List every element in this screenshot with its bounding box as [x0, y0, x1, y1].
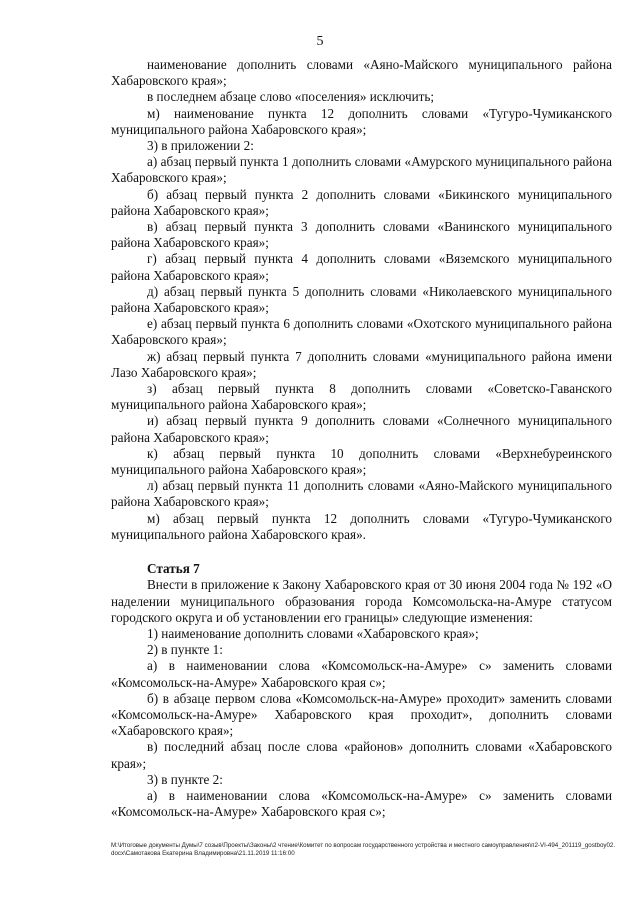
article-heading: Статья 7 — [147, 561, 200, 577]
paragraph: б) абзац первый пункта 2 дополнить словами «Бикинского муниципального района Хабаровского края»; — [111, 186, 612, 218]
file-path-footer: M:\Итоговые документы Думы\7 созыв\Проекты\Законы\2 чтение\Комитет по вопросам государственного устройства и местного самоуправления\п2-VI-494_201119_gostboy02.docx\Самотакова Екатерина Владимировна\21.11.2019 11:16:00 — [111, 842, 616, 857]
paragraph: к) абзац первый пункта 10 дополнить словами «Верхнебуреинского муниципального района Хабаровского края»; — [111, 445, 612, 478]
paragraph: а) абзац первый пункта 1 дополнить словами «Амурского муниципального района Хабаровского края»; — [111, 154, 612, 186]
paragraph: м) абзац первый пункта 12 дополнить словами «Тугуро-Чумиканского муниципального района Хабаровского края». — [111, 510, 612, 542]
paragraph: ж) абзац первый пункта 7 дополнить словами «муниципального района имени Лазо Хабаровского края»; — [111, 348, 612, 380]
article-paragraph: 2) в пункте 1: — [147, 642, 223, 658]
document-body — [111, 57, 612, 820]
article-paragraph: а) в наименовании слова «Комсомольск-на-Амуре» с» заменить словами «Комсомольск-на-Амуре» Хабаровского края с»; — [111, 658, 612, 690]
article-paragraph: 3) в пункте 2: — [147, 771, 223, 787]
paragraph: в последнем абзаце слово «поселения» исключить; — [147, 89, 435, 105]
paragraph: и) абзац первый пункта 9 дополнить словами «Солнечного муниципального района Хабаровского края»; — [111, 413, 612, 445]
article-paragraph: 1) наименование дополнить словами «Хабаровского края»; — [147, 625, 479, 641]
paragraph: м) наименование пункта 12 дополнить словами «Тугуро-Чумиканского муниципального района Хабаровского края»; — [111, 105, 612, 137]
article-paragraph: б) в абзаце первом слова «Комсомольск-на-Амуре» проходит» заменить словами «Комсомольск-на-Амуре» Хабаровского края проходит», дополнить словами «Хабаровского края»; — [111, 690, 612, 739]
paragraph: л) абзац первый пункта 11 дополнить словами «Аяно-Майского муниципального района Хабаровского края»; — [111, 478, 612, 510]
paragraph: е) абзац первый пункта 6 дополнить словами «Охотского муниципального района Хабаровского края»; — [111, 316, 612, 348]
paragraph: в) абзац первый пункта 3 дополнить словами «Ванинского муниципального района Хабаровского края»; — [111, 219, 612, 251]
paragraph: з) абзац первый пункта 8 дополнить словами «Советско-Гаванского муниципального района Хабаровского края»; — [111, 381, 612, 413]
paragraph: наименование дополнить словами «Аяно-Майского муниципального района Хабаровского края»; — [111, 57, 612, 89]
article-paragraph: а) в наименовании слова «Комсомольск-на-Амуре» с» заменить словами «Комсомольск-на-Амуре» Хабаровского края с»; — [111, 787, 612, 820]
paragraph: 3) в приложении 2: — [147, 138, 254, 154]
article-paragraph: в) последний абзац после слова «районов» дополнить словами «Хабаровского края»; — [111, 739, 612, 771]
article-paragraph: Внести в приложение к Закону Хабаровского края от 30 июня 2004 года № 192 «О наделении муниципального образования города Комсомольска-на-Амуре статусом городского округа и об установлении его границы» следующие изменения: — [111, 577, 612, 625]
page-number: 5 — [316, 34, 324, 49]
paragraph: г) абзац первый пункта 4 дополнить словами «Вяземского муниципального района Хабаровского края»; — [111, 251, 612, 283]
paragraph: д) абзац первый пункта 5 дополнить словами «Николаевского муниципального района Хабаровского края»; — [111, 283, 612, 316]
